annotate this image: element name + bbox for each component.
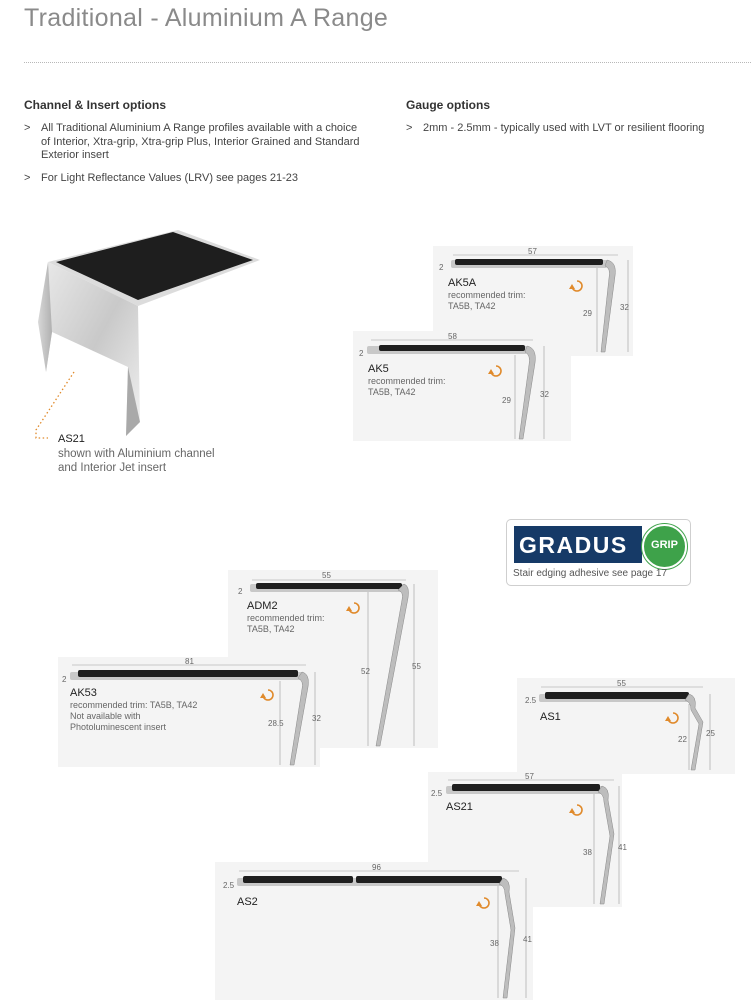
leader-line [36, 372, 74, 438]
channel-options-heading: Channel & Insert options [24, 98, 167, 112]
gauge-bullet-1: > 2mm - 2.5mm - typically used with LVT or resilient flooring [406, 122, 705, 134]
photo-caption: shown with Aluminium channel and Interior Jet insert [58, 448, 215, 474]
profile-ak5a: 57 2 29 32 AK5A recommended trim: TA5B, TA42 [433, 246, 633, 356]
svg-text:41: 41 [523, 935, 532, 944]
profile-as1: 55 2.5 22 25 AS1 [517, 678, 735, 774]
svg-text:52: 52 [361, 667, 370, 676]
recycle-arrow-icon [569, 805, 582, 815]
svg-text:96: 96 [372, 863, 381, 872]
svg-text:28.5: 28.5 [268, 719, 284, 728]
svg-text:2: 2 [359, 349, 364, 358]
bullet-marker: > [24, 122, 31, 134]
title-divider [24, 62, 751, 63]
svg-text:58: 58 [448, 332, 457, 341]
svg-text:2.5: 2.5 [525, 696, 537, 705]
svg-text:2.5: 2.5 [223, 881, 235, 890]
svg-text:2: 2 [62, 675, 67, 684]
profile-as21: 57 2.5 38 41 AS21 [428, 772, 622, 907]
recycle-arrow-icon [476, 898, 489, 908]
bullet-marker: > [406, 122, 413, 134]
svg-text:32: 32 [312, 714, 321, 723]
recycle-arrow-icon [260, 690, 273, 700]
svg-text:2.5: 2.5 [431, 789, 443, 798]
recycle-arrow-icon [665, 713, 678, 723]
channel-bullet-1: > All Traditional Aluminium A Range profiles available with a choice of Interior, Xtra-grip, Xtra-grip Plus, Interior Grained and Standard Exterior insert [24, 122, 360, 161]
channel-bullet-2: > For Light Reflectance Values (LRV) see pages 21-23 [24, 172, 299, 184]
svg-text:29: 29 [583, 309, 592, 318]
svg-text:22: 22 [678, 735, 687, 744]
svg-text:55: 55 [617, 679, 626, 688]
svg-text:29: 29 [502, 396, 511, 405]
gauge-options-heading: Gauge options [406, 98, 490, 112]
page-title: Traditional - Aluminium A Range [24, 4, 389, 32]
svg-text:2: 2 [238, 587, 243, 596]
svg-text:32: 32 [540, 390, 549, 399]
profile-ak53: 81 2 28.5 32 AK53 recommended trim: TA5B, TA42 Not available with Photoluminescent insert [58, 657, 320, 767]
svg-text:25: 25 [706, 729, 715, 738]
recycle-arrow-icon [346, 603, 359, 613]
gradus-brand: GRADUS [519, 532, 628, 558]
svg-text:41: 41 [618, 843, 627, 852]
svg-text:38: 38 [583, 848, 592, 857]
svg-text:81: 81 [185, 657, 194, 666]
photo-code: AS21 [58, 433, 85, 445]
svg-text:55: 55 [412, 662, 421, 671]
svg-text:2: 2 [439, 263, 444, 272]
profile-ak5: 58 2 29 32 AK5 recommended trim: TA5B, TA42 [353, 331, 571, 441]
svg-text:32: 32 [620, 303, 629, 312]
profile-as2: 96 2.5 38 41 AS2 [215, 862, 533, 1000]
svg-text:55: 55 [322, 571, 331, 580]
product-photo-as21 [28, 222, 268, 444]
gradus-caption: Stair edging adhesive see page 17 [513, 568, 668, 579]
gradus-grip-logo: GRADUS GRIP Stair edging adhesive see page 17 [506, 519, 691, 586]
profile-adm2: 55 2 52 55 ADM2 recommended trim: TA5B, TA42 [228, 570, 438, 748]
recycle-arrow-icon [488, 366, 501, 376]
svg-text:57: 57 [525, 772, 534, 781]
bullet-marker: > [24, 172, 31, 184]
svg-text:57: 57 [528, 247, 537, 256]
svg-text:38: 38 [490, 939, 499, 948]
recycle-arrow-icon [569, 281, 582, 291]
